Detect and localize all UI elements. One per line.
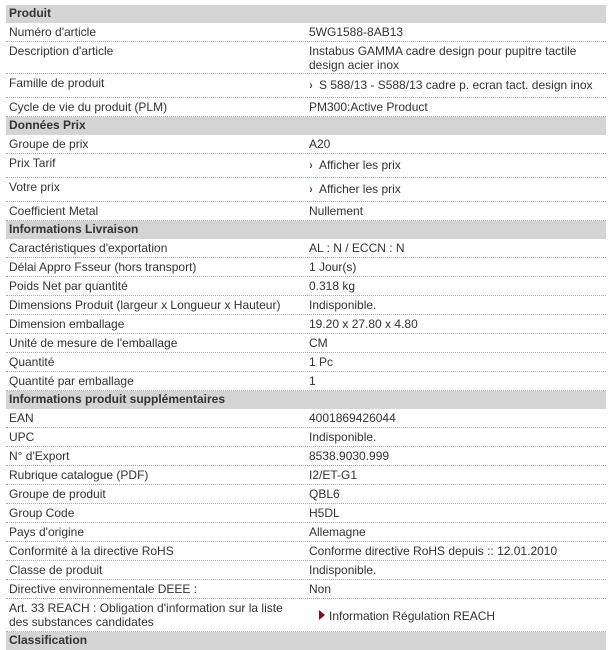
row-value: Indisponible.	[309, 430, 377, 444]
row-label: Caractéristiques d'exportation	[9, 241, 168, 255]
row-rubrique-catalogue	[6, 466, 606, 485]
row-prix-tarif	[6, 154, 606, 178]
row-value: Conforme directive RoHS depuis :: 12.01.2010	[309, 544, 558, 558]
section-header-produit: Produit	[6, 5, 606, 23]
row-pays-origine	[6, 523, 606, 542]
row-dimension-emballage	[6, 315, 606, 334]
row-value: 1 Jour(s)	[309, 260, 357, 274]
row-label: Quantité par emballage	[9, 374, 134, 388]
row-value: Indisponible.	[309, 298, 377, 312]
row-value: 8538.9030.999	[309, 449, 390, 463]
row-value: Indisponible.	[309, 563, 377, 577]
row-label: Cycle de vie du produit (PLM)	[9, 100, 168, 114]
section-header-donnees-prix: Données Prix	[6, 117, 606, 135]
row-value: 1	[309, 374, 316, 388]
section-header-classification: Classification	[6, 632, 606, 650]
row-value: Allemagne	[309, 525, 366, 539]
row-value	[306, 178, 606, 201]
row-plm	[6, 98, 606, 117]
row-dimensions-produit	[6, 296, 606, 315]
row-value	[306, 74, 606, 97]
row-value: 1 Pc	[309, 355, 334, 369]
row-value: 0.318 kg	[309, 279, 356, 293]
row-coefficient-metal	[6, 202, 606, 221]
row-delai-appro	[6, 258, 606, 277]
row-label: Délai Appro Fsseur (hors transport)	[9, 260, 197, 274]
row-value: 19.20 x 27.80 x 4.80	[309, 317, 418, 331]
row-value: 5WG1588-8AB13	[309, 25, 404, 39]
triangle-right-icon	[319, 610, 325, 620]
row-poids-net	[6, 277, 606, 296]
row-value: Nullement	[309, 204, 364, 218]
row-value: AL : N / ECCN : N	[309, 241, 405, 255]
row-label: Directive environnementale DEEE :	[9, 582, 198, 596]
chevron-right-icon: ›	[309, 158, 313, 172]
row-numero-article	[6, 23, 606, 42]
row-label: Conformité à la directive RoHS	[9, 544, 174, 558]
information-reach-label: Information Régulation REACH	[329, 608, 496, 623]
row-label: Groupe de prix	[9, 137, 89, 151]
row-label: UPC	[9, 430, 35, 444]
row-label: Groupe de produit	[9, 487, 106, 501]
chevron-right-icon: ›	[309, 182, 313, 196]
row-value	[306, 599, 606, 631]
row-value: A20	[309, 137, 331, 151]
row-value: I2/ET-G1	[309, 468, 358, 482]
afficher-votre-prix-label: Afficher les prix	[319, 182, 401, 196]
row-label: Dimensions Produit (largeur x Longueur x Hauteur)	[9, 298, 281, 312]
row-group-code	[6, 504, 606, 523]
row-caracteristiques-exportation	[6, 239, 606, 258]
famille-produit-link-label: S 588/13 - S588/13 cadre p. ecran tact. design inox	[319, 78, 593, 92]
row-votre-prix	[6, 178, 606, 202]
row-label: Prix Tarif	[9, 156, 56, 170]
row-label: Numéro d'article	[9, 25, 96, 39]
row-label: Art. 33 REACH : Obligation d'information sur la liste des substances candidates	[9, 601, 283, 629]
row-label: Classe de produit	[9, 563, 103, 577]
row-conformite-rohs	[6, 542, 606, 561]
row-value: PM300:Active Product	[309, 100, 428, 114]
row-label: Quantité	[9, 355, 55, 369]
row-quantite-par-emballage	[6, 372, 606, 391]
famille-produit-link[interactable]	[309, 78, 593, 92]
row-directive-deee	[6, 580, 606, 599]
row-classe-produit	[6, 561, 606, 580]
row-value: H5DL	[309, 506, 340, 520]
row-label: N° d'Export	[9, 449, 70, 463]
row-label: Famille de produit	[9, 76, 105, 90]
row-groupe-produit	[6, 485, 606, 504]
row-ean	[6, 409, 606, 428]
row-label: Group Code	[9, 506, 75, 520]
afficher-prix-tarif-link[interactable]	[309, 158, 401, 172]
afficher-prix-tarif-label: Afficher les prix	[319, 158, 401, 172]
row-unite-mesure-emballage	[6, 334, 606, 353]
product-details-table	[6, 5, 606, 650]
section-header-informations-supplementaires: Informations produit supplémentaires	[6, 391, 606, 409]
row-label: Pays d'origine	[9, 525, 84, 539]
row-label: Unité de mesure de l'emballage	[9, 336, 178, 350]
row-label: Dimension emballage	[9, 317, 125, 331]
row-value: Instabus GAMMA cadre design pour pupitre tactile design acier inox	[309, 44, 577, 72]
row-label: Rubrique catalogue (PDF)	[9, 468, 149, 482]
row-famille-produit	[6, 74, 606, 98]
section-header-informations-livraison: Informations Livraison	[6, 221, 606, 239]
row-label: EAN	[9, 411, 34, 425]
row-value: Non	[309, 582, 332, 596]
row-groupe-prix	[6, 135, 606, 154]
row-label: Description d'article	[9, 44, 114, 58]
row-value: CM	[309, 336, 328, 350]
row-value: 4001869426044	[309, 411, 396, 425]
row-value	[306, 154, 606, 177]
row-label: Coefficient Metal	[9, 204, 99, 218]
row-numero-export	[6, 447, 606, 466]
row-quantite	[6, 353, 606, 372]
afficher-votre-prix-link[interactable]	[309, 182, 401, 196]
row-description-article	[6, 42, 606, 74]
information-reach-link[interactable]	[319, 609, 495, 623]
row-reach	[6, 599, 606, 632]
row-upc	[6, 428, 606, 447]
row-label: Poids Net par quantité	[9, 279, 128, 293]
row-value: QBL6	[309, 487, 340, 501]
row-label: Votre prix	[9, 180, 60, 194]
chevron-right-icon: ›	[309, 78, 313, 92]
